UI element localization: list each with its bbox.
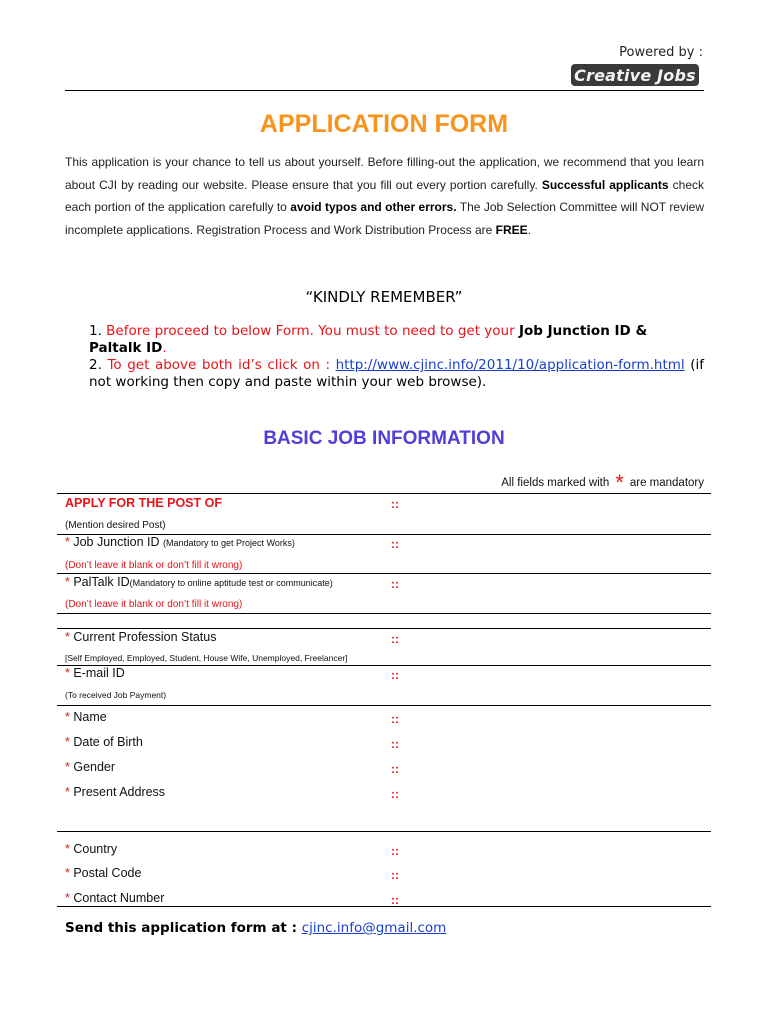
field-post — [65, 496, 222, 510]
job-junction-warning: (Don’t leave it blank or don’t fill it wrong) — [65, 560, 243, 571]
job-junction-note: (Mandatory to get Project Works) — [162, 538, 295, 548]
mandatory-note — [501, 466, 704, 495]
field-paltalk-id — [65, 575, 333, 589]
form-divider — [57, 628, 711, 629]
section-title: BASIC JOB INFORMATION — [263, 428, 505, 449]
note-2-text: To get above both id’s click on : — [107, 357, 336, 373]
required-asterisk: * — [65, 535, 74, 549]
gender-label: Gender — [73, 760, 116, 774]
note-1-text: Before proceed to below Form. You must to need to get your — [106, 323, 519, 339]
country-separator: :: — [391, 844, 399, 858]
note-1 — [89, 323, 704, 357]
form-divider — [57, 705, 711, 706]
intro-paragraph — [65, 151, 704, 241]
intro-bold-free: FREE — [495, 222, 528, 237]
intro-text-1: This application is your chance to tell us about yourself. Before filling-out the application, we recommend that you learn about CJI by reading our website. Please ensure that you fill out every portion carefully. — [65, 155, 704, 192]
send-instruction — [65, 920, 446, 936]
required-asterisk: * — [65, 891, 74, 905]
post-hint: (Mention desired Post) — [65, 520, 166, 531]
mandatory-text-post: are mandatory — [629, 477, 704, 489]
intro-text-4: . — [527, 222, 531, 237]
creative-jobs-logo: Creative Jobs — [571, 64, 699, 86]
send-email-link[interactable]: cjinc.info@gmail.com — [301, 920, 447, 936]
required-asterisk: * — [65, 785, 74, 799]
email-separator: :: — [391, 668, 399, 682]
field-job-junction-id — [65, 535, 295, 549]
required-asterisk: * — [65, 735, 74, 749]
intro-bold-successful: Successful applicants — [541, 177, 669, 192]
profession-separator: :: — [391, 632, 399, 646]
email-label: E-mail ID — [73, 666, 125, 680]
contact-separator: :: — [391, 893, 399, 907]
field-gender — [65, 760, 115, 774]
name-label: Name — [73, 710, 107, 724]
email-hint: (To received Job Payment) — [65, 690, 167, 700]
intro-text-2: check each portion of the application carefully to — [65, 177, 705, 214]
dob-label: Date of Birth — [73, 735, 143, 749]
post-separator: :: — [391, 497, 399, 511]
note-1-bold: Job Junction ID & Paltalk ID — [89, 323, 648, 356]
address-separator: :: — [391, 787, 399, 801]
field-contact-number — [65, 891, 164, 905]
header-divider — [65, 90, 704, 91]
required-asterisk: * — [65, 630, 74, 644]
address-label: Present Address — [73, 785, 166, 799]
required-asterisk: * — [65, 710, 74, 724]
note-2-number: 2. — [89, 357, 108, 373]
profession-label: Current Profession Status — [73, 630, 217, 644]
field-date-of-birth — [65, 735, 143, 749]
name-separator: :: — [391, 712, 399, 726]
required-asterisk: * — [65, 866, 74, 880]
form-divider — [57, 831, 711, 832]
form-divider — [57, 573, 711, 574]
postal-separator: :: — [391, 868, 399, 882]
note-2-end: (if not working then copy and paste within your web browse). — [89, 357, 705, 390]
field-present-address — [65, 785, 165, 799]
intro-bold-typos: avoid typos and other errors. — [290, 200, 457, 214]
note-1-number: 1. — [89, 323, 107, 339]
field-postal-code — [65, 866, 141, 880]
form-divider — [57, 665, 711, 666]
application-form-link[interactable]: http://www.cjinc.info/2011/10/application-form.html — [335, 357, 685, 373]
form-divider — [57, 613, 711, 614]
field-country — [65, 842, 117, 856]
contact-label: Contact Number — [73, 891, 165, 905]
note-2 — [89, 357, 704, 391]
powered-by-text: Powered by : — [619, 45, 703, 60]
kindly-remember-heading: “KINDLY REMEMBER” — [305, 288, 463, 306]
post-label: APPLY FOR THE POST OF — [65, 496, 222, 510]
country-label: Country — [73, 842, 118, 856]
send-label: Send this application form at : — [65, 920, 302, 936]
field-email-id — [65, 666, 125, 680]
field-name — [65, 710, 107, 724]
job-junction-label: Job Junction ID — [73, 535, 163, 549]
gender-separator: :: — [391, 762, 399, 776]
required-asterisk: * — [65, 666, 74, 680]
note-1-end: . — [162, 340, 167, 356]
intro-text-3: The Job Selection Committee will NOT review incomplete applications. Registration Process and Work Distribution Process are — [65, 200, 704, 237]
dob-separator: :: — [391, 737, 399, 751]
field-profession-status — [65, 630, 216, 644]
profession-options: [Self Employed, Employed, Student, House Wife, Unemployed, Freelancer] — [65, 653, 348, 663]
form-divider — [57, 906, 711, 907]
required-asterisk: * — [65, 760, 74, 774]
mandatory-star-icon: * — [615, 470, 624, 495]
page-title: APPLICATION FORM — [259, 110, 509, 138]
job-junction-separator: :: — [391, 537, 399, 551]
paltalk-label: PalTalk ID — [73, 575, 130, 589]
paltalk-warning: (Don’t leave it blank or don’t fill it wrong) — [65, 599, 243, 610]
required-asterisk: * — [65, 575, 74, 589]
remember-notes — [89, 323, 704, 391]
mandatory-text-pre: All fields marked with — [501, 477, 610, 489]
paltalk-separator: :: — [391, 577, 399, 591]
postal-label: Postal Code — [73, 866, 142, 880]
form-divider — [57, 493, 711, 494]
paltalk-note: (Mandatory to online aptitude test or communicate) — [129, 578, 333, 588]
required-asterisk: * — [65, 842, 74, 856]
